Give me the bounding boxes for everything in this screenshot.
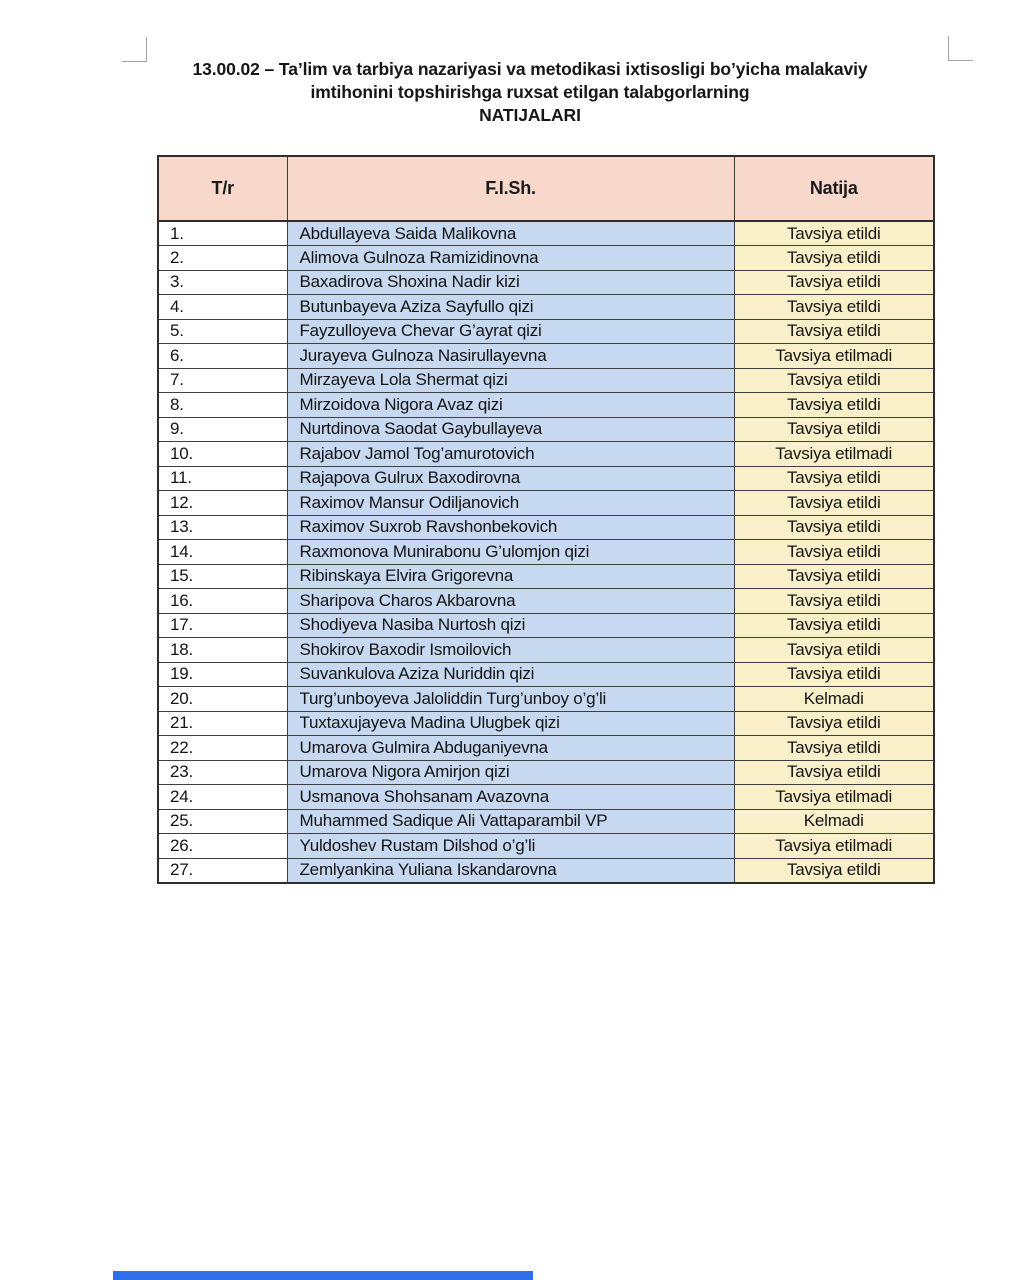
result-cell: Tavsiya etildi — [734, 221, 934, 246]
row-number-cell: 19. — [158, 662, 287, 687]
row-number-cell: 6. — [158, 344, 287, 369]
table-row — [158, 221, 934, 246]
result-cell: Tavsiya etildi — [734, 246, 934, 271]
table-row — [158, 613, 934, 638]
document-title-line-2: imtihonini topshirishga ruxsat etilgan talabgorlarning — [310, 82, 750, 102]
table-row — [158, 417, 934, 442]
table-row — [158, 319, 934, 344]
candidate-name-cell: Muhammed Sadique Ali Vattaparambil VP — [287, 809, 734, 834]
result-cell: Tavsiya etildi — [734, 515, 934, 540]
row-number-cell: 4. — [158, 295, 287, 320]
row-number-cell: 11. — [158, 466, 287, 491]
table-row — [158, 662, 934, 687]
row-number-cell: 18. — [158, 638, 287, 663]
candidate-name-cell: Alimova Gulnoza Ramizidinovna — [287, 246, 734, 271]
result-cell: Tavsiya etildi — [734, 638, 934, 663]
table-row — [158, 270, 934, 295]
result-cell: Tavsiya etildi — [734, 491, 934, 516]
result-cell: Tavsiya etilmadi — [734, 785, 934, 810]
result-cell: Tavsiya etildi — [734, 589, 934, 614]
candidate-name-cell: Raximov Suxrob Ravshonbekovich — [287, 515, 734, 540]
table-row — [158, 858, 934, 883]
table-row — [158, 687, 934, 712]
result-cell: Tavsiya etildi — [734, 564, 934, 589]
header-cell-tr: T/r — [158, 156, 287, 221]
result-cell: Tavsiya etildi — [734, 858, 934, 883]
candidate-name-cell: Shodiyeva Nasiba Nurtosh qizi — [287, 613, 734, 638]
row-number-cell: 5. — [158, 319, 287, 344]
candidate-name-cell: Mirzoidova Nigora Avaz qizi — [287, 393, 734, 418]
row-number-cell: 25. — [158, 809, 287, 834]
table-row — [158, 564, 934, 589]
row-number-cell: 20. — [158, 687, 287, 712]
row-number-cell: 22. — [158, 736, 287, 761]
row-number-cell: 12. — [158, 491, 287, 516]
row-number-cell: 3. — [158, 270, 287, 295]
table-row — [158, 442, 934, 467]
table-row — [158, 589, 934, 614]
table-row — [158, 246, 934, 271]
table-row — [158, 638, 934, 663]
result-cell: Tavsiya etildi — [734, 662, 934, 687]
result-cell: Kelmadi — [734, 687, 934, 712]
candidate-name-cell: Zemlyankina Yuliana Iskandarovna — [287, 858, 734, 883]
candidate-name-cell: Ribinskaya Elvira Grigorevna — [287, 564, 734, 589]
row-number-cell: 23. — [158, 760, 287, 785]
result-cell: Tavsiya etildi — [734, 760, 934, 785]
result-cell: Tavsiya etildi — [734, 711, 934, 736]
table-row — [158, 393, 934, 418]
candidate-name-cell: Mirzayeva Lola Shermat qizi — [287, 368, 734, 393]
row-number-cell: 13. — [158, 515, 287, 540]
row-number-cell: 9. — [158, 417, 287, 442]
result-cell: Tavsiya etildi — [734, 417, 934, 442]
candidate-name-cell: Fayzulloyeva Chevar G’ayrat qizi — [287, 319, 734, 344]
table-row — [158, 368, 934, 393]
table-row — [158, 711, 934, 736]
document-title-line-1: 13.00.02 – Ta’lim va tarbiya nazariyasi va metodikasi ixtisosligi bo’yicha malakaviy — [192, 59, 868, 79]
candidate-name-cell: Jurayeva Gulnoza Nasirullayevna — [287, 344, 734, 369]
row-number-cell: 21. — [158, 711, 287, 736]
result-cell: Tavsiya etildi — [734, 736, 934, 761]
candidate-name-cell: Turg’unboyeva Jaloliddin Turg’unboy o’g’li — [287, 687, 734, 712]
table-row — [158, 736, 934, 761]
row-number-cell: 14. — [158, 540, 287, 565]
candidate-name-cell: Usmanova Shohsanam Avazovna — [287, 785, 734, 810]
table-row — [158, 295, 934, 320]
row-number-cell: 17. — [158, 613, 287, 638]
result-cell: Tavsiya etilmadi — [734, 442, 934, 467]
candidate-name-cell: Tuxtaxujayeva Madina Ulugbek qizi — [287, 711, 734, 736]
result-cell: Tavsiya etildi — [734, 295, 934, 320]
row-number-cell: 15. — [158, 564, 287, 589]
table-header-row — [158, 156, 934, 221]
row-number-cell: 2. — [158, 246, 287, 271]
table-row — [158, 785, 934, 810]
header-cell-natija: Natija — [734, 156, 934, 221]
result-cell: Tavsiya etildi — [734, 319, 934, 344]
result-cell: Tavsiya etildi — [734, 466, 934, 491]
result-cell: Tavsiya etildi — [734, 270, 934, 295]
result-cell: Tavsiya etilmadi — [734, 344, 934, 369]
table-row — [158, 540, 934, 565]
candidate-name-cell: Yuldoshev Rustam Dilshod o’g’li — [287, 834, 734, 859]
candidate-name-cell: Raxmonova Munirabonu G’ulomjon qizi — [287, 540, 734, 565]
candidate-name-cell: Raximov Mansur Odiljanovich — [287, 491, 734, 516]
row-number-cell: 8. — [158, 393, 287, 418]
row-number-cell: 7. — [158, 368, 287, 393]
result-cell: Tavsiya etildi — [734, 613, 934, 638]
candidate-name-cell: Umarova Nigora Amirjon qizi — [287, 760, 734, 785]
results-table-body — [158, 221, 934, 883]
table-row — [158, 344, 934, 369]
table-row — [158, 760, 934, 785]
document-title-line-3: NATIJALARI — [479, 105, 581, 125]
result-cell: Tavsiya etildi — [734, 540, 934, 565]
candidate-name-cell: Rajapova Gulrux Baxodirovna — [287, 466, 734, 491]
document-title — [100, 58, 960, 127]
results-table — [157, 155, 935, 884]
candidate-name-cell: Sharipova Charos Akbarovna — [287, 589, 734, 614]
row-number-cell: 27. — [158, 858, 287, 883]
row-number-cell: 1. — [158, 221, 287, 246]
candidate-name-cell: Umarova Gulmira Abduganiyevna — [287, 736, 734, 761]
scrollbar-thumb[interactable] — [113, 1271, 533, 1280]
result-cell: Tavsiya etildi — [734, 393, 934, 418]
header-cell-fish: F.I.Sh. — [287, 156, 734, 221]
row-number-cell: 26. — [158, 834, 287, 859]
candidate-name-cell: Rajabov Jamol Tog’amurotovich — [287, 442, 734, 467]
row-number-cell: 16. — [158, 589, 287, 614]
row-number-cell: 10. — [158, 442, 287, 467]
table-row — [158, 809, 934, 834]
result-cell: Tavsiya etilmadi — [734, 834, 934, 859]
table-row — [158, 491, 934, 516]
result-cell: Kelmadi — [734, 809, 934, 834]
candidate-name-cell: Nurtdinova Saodat Gaybullayeva — [287, 417, 734, 442]
candidate-name-cell: Abdullayeva Saida Malikovna — [287, 221, 734, 246]
row-number-cell: 24. — [158, 785, 287, 810]
table-row — [158, 834, 934, 859]
result-cell: Tavsiya etildi — [734, 368, 934, 393]
candidate-name-cell: Shokirov Baxodir Ismoilovich — [287, 638, 734, 663]
candidate-name-cell: Baxadirova Shoxina Nadir kizi — [287, 270, 734, 295]
candidate-name-cell: Suvankulova Aziza Nuriddin qizi — [287, 662, 734, 687]
candidate-name-cell: Butunbayeva Aziza Sayfullo qizi — [287, 295, 734, 320]
table-row — [158, 466, 934, 491]
table-row — [158, 515, 934, 540]
